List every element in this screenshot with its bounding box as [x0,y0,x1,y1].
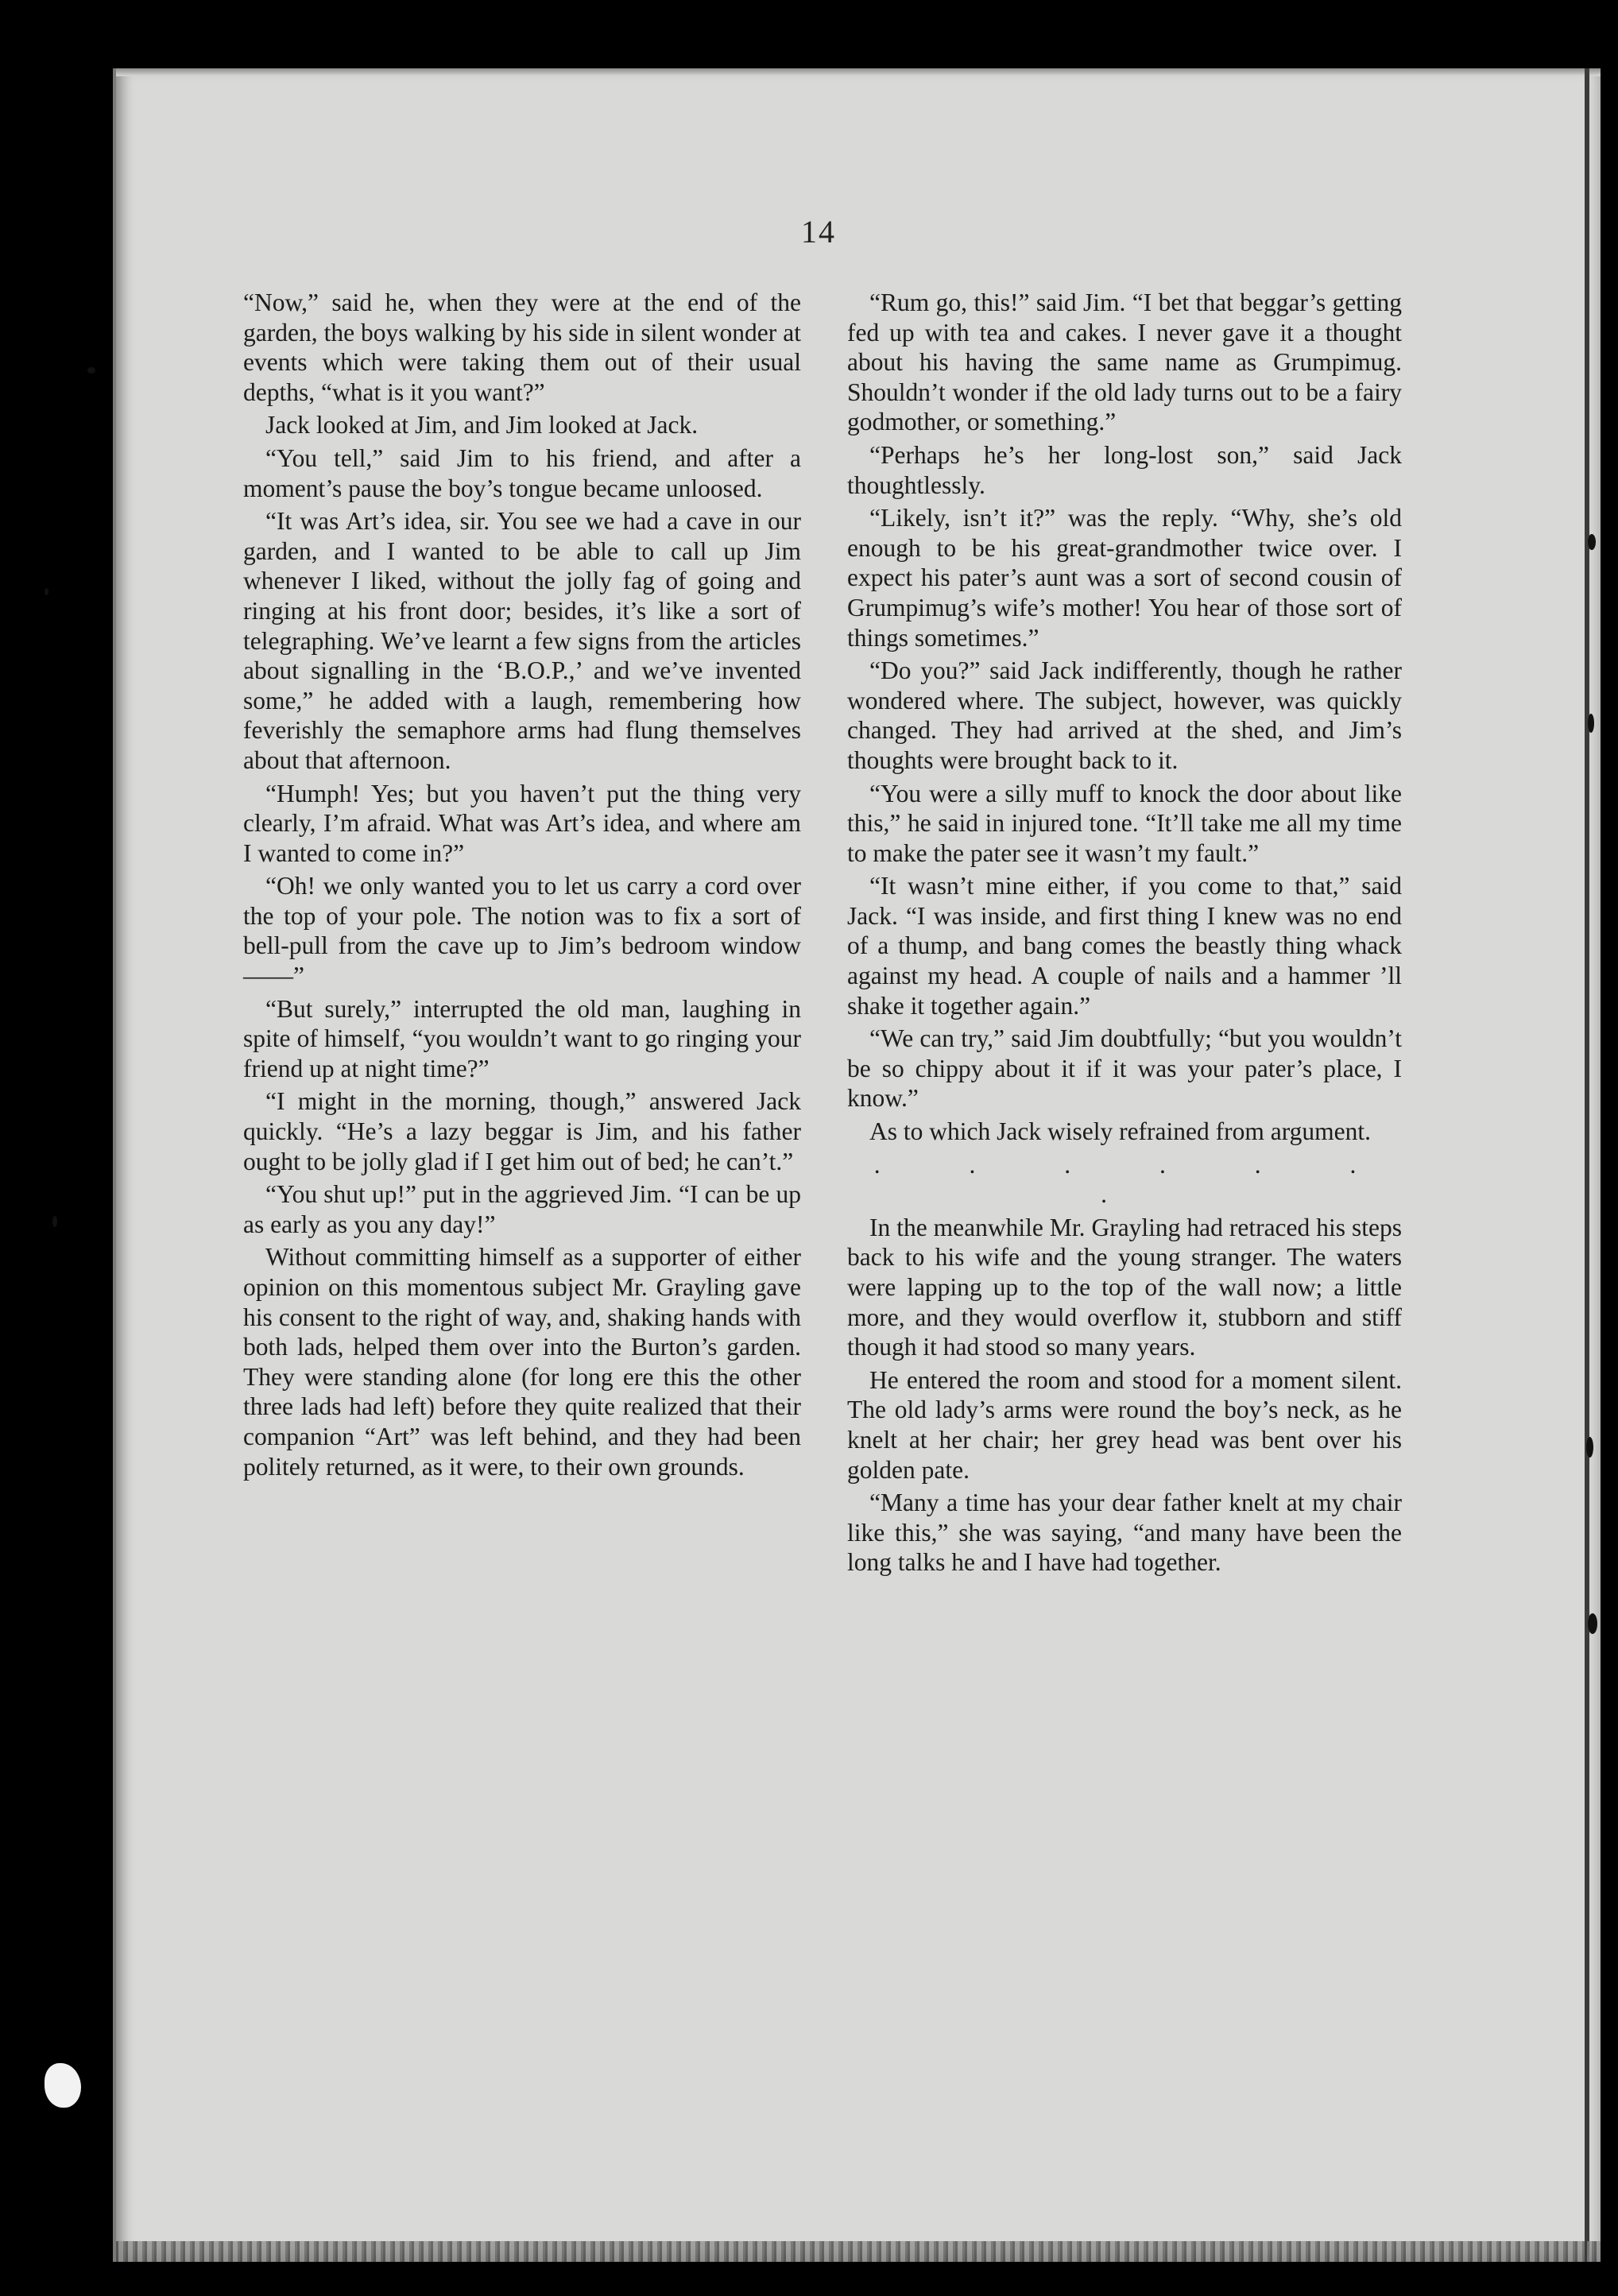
scan-speck [1588,714,1594,733]
paragraph: “Likely, isn’t it?” was the reply. “Why, she’s old enough to be his great-grandmother twice over. I expect his pater’s aunt was a sort of second cousin of Grumpimug’s wife’s mother! You hear of those sort of things sometimes.” [847,504,1402,652]
scan-speck [45,588,48,595]
paragraph: “Rum go, this!” said Jim. “I bet that beggar’s getting fed up with tea and cakes. I never gave it a thought about his having the same name as Grumpimug. Shouldn’t wonder if the old lady turns out to be a fairy godmother, or something.” [847,288,1402,436]
scan-speck [52,1216,57,1227]
paragraph: “It wasn’t mine either, if you come to that,” said Jack. “I was inside, and first thing I knew was no end of a thump, and bang comes the beastly thing whack against my head. A couple of nails and a hammer ’ll shake it together again.” [847,872,1402,1020]
paragraph: “It was Art’s idea, sir. You see we had a cave in our garden, and I wanted to be able to call up Jim whenever I liked, without the jolly fag of going and ringing at his front door; besides, it’s like a sort of telegraphing. We’ve learnt a few signs from the articles about signalling in the ‘B.O.P.,’ and we’ve invented some,” he added with a laugh, remembering how feverishly the semaphore arms had flung themselves about that afternoon. [243,507,801,774]
page-top-edge [116,68,1601,76]
paragraph: He entered the room and stood for a moment silent. The old lady’s arms were round the boy’s neck, as he knelt at her chair; her grey head was bent over his golden pate. [847,1365,1402,1484]
paragraph: “Do you?” said Jack indifferently, though he rather wondered where. The subject, however, was quickly changed. They had arrived at the shed, and Jim’s thoughts were brought back to it. [847,656,1402,774]
paragraph: In the meanwhile Mr. Grayling had retraced his steps back to his wife and the young stranger. The waters were lapping up to the top of the wall now; a little more, and they would overflow it, stubborn and stiff though it had stood so many years. [847,1213,1402,1361]
page-right-edge [1585,68,1589,2262]
paragraph: “Now,” said he, when they were at the end of the garden, the boys walking by his side in silent wonder at events which were taking them out of their usual depths, “what is it you want?” [243,288,801,406]
paragraph: “But surely,” interrupted the old man, laughing in spite of himself, “you wouldn’t want to go ringing your friend up at night time?” [243,994,801,1082]
paragraph: “Humph! Yes; but you haven’t put the thing very clearly, I’m afraid. What was Art’s idea, and where am I wanted to come in?” [243,779,801,867]
paragraph: “Oh! we only wanted you to let us carry a cord over the top of your pole. The notion was to fix a sort of bell-pull from the cave up to Jim’s bedroom window——” [243,872,801,990]
paragraph: “We can try,” said Jim doubtfully; “but you wouldn’t be so chippy about it if it was your pater’s place, I know.” [847,1024,1402,1113]
scan-speck [1588,1613,1597,1634]
section-break: . . . . . . . [873,1150,1398,1209]
paragraph: “Perhaps he’s her long-lost son,” said Jack thoughtlessly. [847,440,1402,499]
paragraph: “Many a time has your dear father knelt at my chair like this,” she was saying, “and many have been the long talks he and I have had together. [847,1489,1402,1577]
scan-speck [87,367,95,374]
page-number: 14 [801,214,836,250]
scan-speck [1586,1437,1593,1458]
paragraph: “You were a silly muff to knock the door about like this,” he said in injured tone. “It’ll take me all my time to make the pater see it wasn’t my fault.” [847,779,1402,867]
right-column [847,288,1402,1581]
paragraph: “You tell,” said Jim to his friend, and after a moment’s pause the boy’s tongue became unloosed. [243,443,801,502]
paragraph: “You shut up!” put in the aggrieved Jim. “I can be up as early as you any day!” [243,1180,801,1238]
left-column [243,288,801,1485]
page-bottom-edge [116,2241,1601,2262]
paragraph: Without committing himself as a supporter of either opinion on this momentous subject Mr. Grayling gave his consent to the right of way, and, shaking hands with both lads, helped them over into the Burton’s garden. They were standing alone (for long ere this the other three lads had left) before they quite realized that their companion “Art” was left behind, and they had been politely returned, as it were, to their own grounds. [243,1243,801,1481]
scan-blot [45,2063,81,2108]
scan-speck [1588,534,1596,550]
paragraph: “I might in the morning, though,” answered Jack quickly. “He’s a lazy beggar is Jim, and his father ought to be jolly glad if I get him out of bed; he can’t.” [243,1087,801,1175]
paragraph: Jack looked at Jim, and Jim looked at Jack. [265,411,699,439]
paragraph: As to which Jack wisely refrained from argument. [869,1117,1371,1146]
